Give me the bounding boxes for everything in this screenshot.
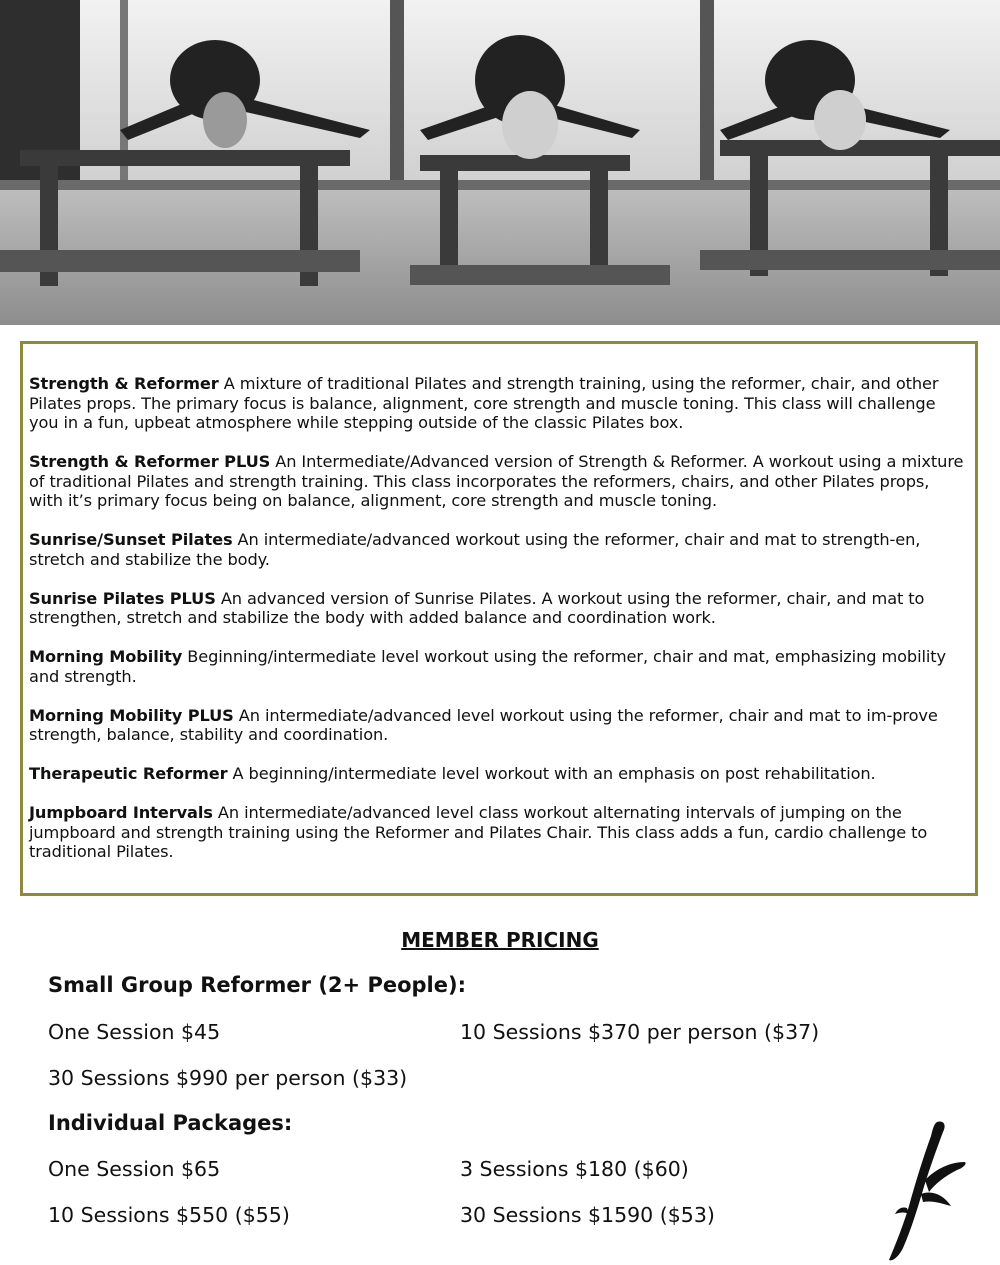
- class-descriptions-box: [20, 341, 978, 896]
- individual-thirty-sessions: 30 Sessions $1590 ($53): [460, 1203, 715, 1227]
- class-item-therapeutic-reformer: [29, 764, 965, 784]
- class-description: An advanced version of Sunrise Pilates. A workout using the reformer, chair, and mat to strengthen, stretch and stabilize the body with added balance and coordination work.: [29, 588, 925, 627]
- individual-one-session: One Session $65: [48, 1157, 221, 1181]
- class-name: Strength & Reformer: [29, 374, 219, 393]
- individual-three-sessions: 3 Sessions $180 ($60): [460, 1157, 689, 1181]
- small-group-thirty-sessions: 30 Sessions $990 per person ($33): [48, 1066, 408, 1090]
- class-name: Morning Mobility PLUS: [29, 705, 234, 725]
- individual-packages-heading: Individual Packages:: [48, 1111, 293, 1135]
- class-name: Therapeutic Reformer: [29, 764, 228, 783]
- class-name: Strength & Reformer PLUS: [29, 452, 271, 471]
- class-description: An Intermediate/Advanced version of Strength & Reformer. A workout using a mixture of traditional Pilates and strength training. This class incorporates the reformers, chairs, and other Pilates props, with it’s primary focus being on balance, alignment, core strength and muscle toning.: [29, 452, 964, 510]
- individual-ten-sessions: 10 Sessions $550 ($55): [48, 1203, 290, 1227]
- class-name: Sunrise Pilates PLUS: [29, 588, 216, 608]
- class-description: An intermediate/advanced level class workout alternating intervals of jumping on the jumpboard and strength training using the Reformer and Pilates Chair. This class adds a fun, cardio challenge to traditional Pilates.: [29, 803, 928, 861]
- class-description: Beginning/intermediate level workout using the reformer, chair and mat, emphasizing mobility and strength.: [29, 647, 947, 686]
- hero-photo-illustration: [0, 0, 1000, 325]
- class-description: A mixture of traditional Pilates and strength training, using the reformer, chair, and other Pilates props. The primary focus is balance, alignment, core strength and muscle toning. This class will challenge you in a fun, upbeat atmosphere while stepping outside of the classic Pilates box.: [29, 374, 939, 432]
- class-item-morning-mobility: [29, 647, 965, 686]
- brush-logo-icon: [885, 1118, 970, 1263]
- class-description: An intermediate/advanced workout using the reformer, chair and mat to strength-en, stretch and stabilize the body.: [29, 530, 921, 569]
- hero-photo: [0, 0, 1000, 325]
- class-name: Morning Mobility: [29, 647, 183, 666]
- class-item-sunrise-sunset-pilates: [29, 530, 965, 569]
- class-item-strength-reformer-plus: [29, 452, 965, 511]
- small-group-one-session: One Session $45: [48, 1020, 221, 1044]
- pricing-title: MEMBER PRICING: [401, 928, 599, 952]
- class-item-sunrise-pilates-plus: [29, 589, 965, 628]
- small-group-heading: Small Group Reformer (2+ People):: [48, 973, 466, 997]
- class-description: An intermediate/advanced level workout using the reformer, chair and mat to im-prove strength, balance, stability and coordination.: [29, 705, 938, 744]
- class-name: Jumpboard Intervals: [29, 803, 213, 822]
- small-group-ten-sessions: 10 Sessions $370 per person ($37): [460, 1020, 820, 1044]
- class-item-morning-mobility-plus: [29, 706, 965, 745]
- class-item-jumpboard-intervals: [29, 803, 965, 862]
- class-item-strength-reformer: [29, 374, 965, 433]
- class-description: A beginning/intermediate level workout with an emphasis on post rehabilitation.: [232, 764, 876, 783]
- class-name: Sunrise/Sunset Pilates: [29, 530, 233, 549]
